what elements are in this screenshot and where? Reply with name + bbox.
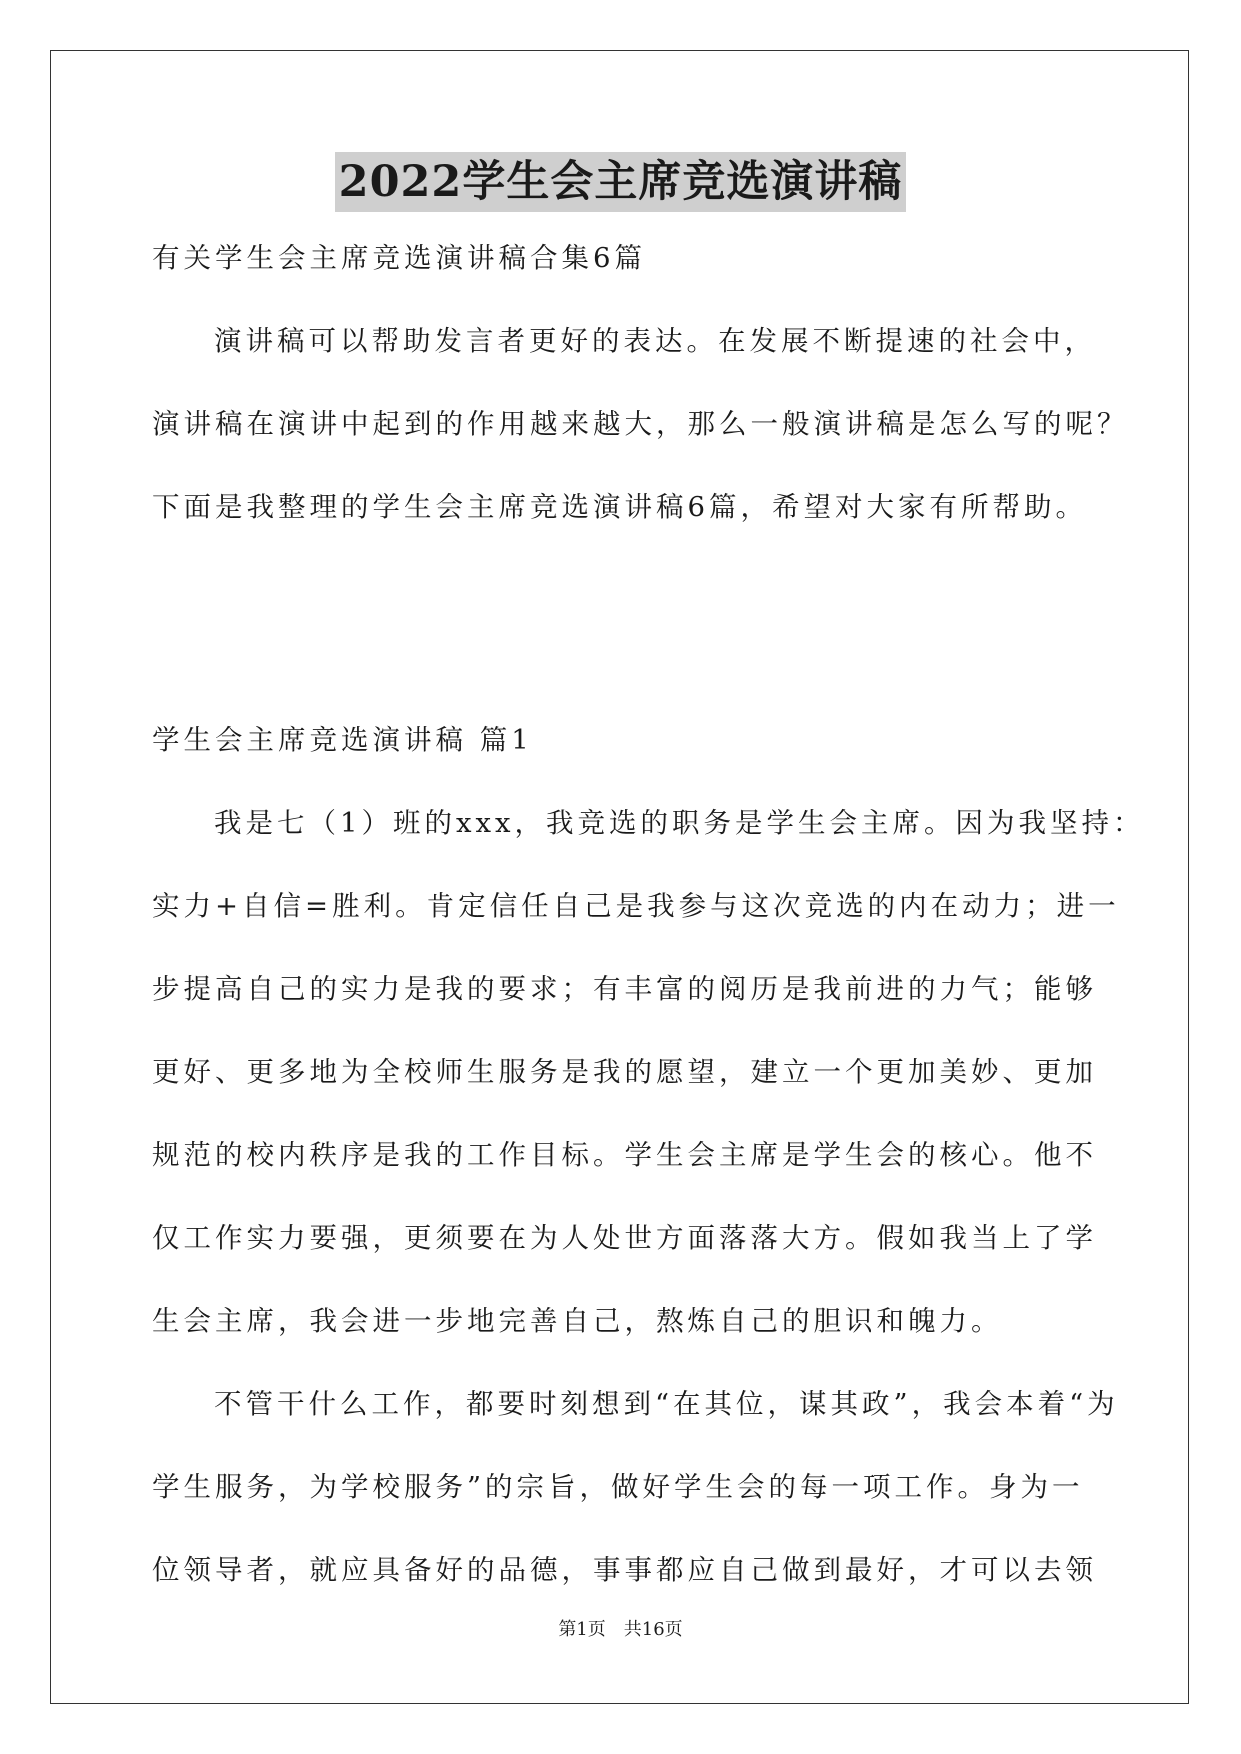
paragraph-line: 步提高自己的实力是我的要求；有丰富的阅历是我前进的力气；能够	[152, 973, 1097, 1005]
paragraph-line: 位领导者，就应具备好的品德，事事都应自己做到最好，才可以去领	[152, 1554, 1097, 1586]
title-container	[0, 152, 1241, 212]
paragraph-line: 生会主席，我会进一步地完善自己，熬炼自己的胆识和魄力。	[152, 1305, 1003, 1337]
document-title: 2022学生会主席竞选演讲稿	[335, 152, 907, 212]
subtitle: 有关学生会主席竞选演讲稿合集6篇	[152, 242, 646, 274]
paragraph-line: 学生服务，为学校服务”的宗旨，做好学生会的每一项工作。身为一	[152, 1471, 1084, 1503]
intro-line: 演讲稿可以帮助发言者更好的表达。在发展不断提速的社会中，	[214, 325, 1096, 357]
section-heading: 学生会主席竞选演讲稿 篇1	[152, 724, 533, 756]
paragraph-line: 更好、更多地为全校师生服务是我的愿望，建立一个更加美妙、更加	[152, 1056, 1097, 1088]
paragraph-line: 实力+自信=胜利。肯定信任自己是我参与这次竞选的内在动力；进一	[152, 890, 1120, 922]
paragraph-line: 不管干什么工作，都要时刻想到“在其位，谋其政”，我会本着“为	[214, 1388, 1119, 1420]
document-body	[152, 233, 1145, 1628]
intro-line: 演讲稿在演讲中起到的作用越来越大，那么一般演讲稿是怎么写的呢？	[152, 408, 1129, 440]
paragraph-line: 我是七（1）班的xxx，我竞选的职务是学生会主席。因为我坚持：	[214, 807, 1145, 839]
intro-line: 下面是我整理的学生会主席竞选演讲稿6篇，希望对大家有所帮助。	[152, 491, 1087, 523]
paragraph-line: 规范的校内秩序是我的工作目标。学生会主席是学生会的核心。他不	[152, 1139, 1097, 1171]
page-number: 第1页 共16页	[558, 1619, 683, 1640]
paragraph-line: 仅工作实力要强，更须要在为人处世方面落落大方。假如我当上了学	[152, 1222, 1097, 1254]
section-spacer	[152, 565, 1092, 715]
page-footer	[0, 1618, 1241, 1642]
